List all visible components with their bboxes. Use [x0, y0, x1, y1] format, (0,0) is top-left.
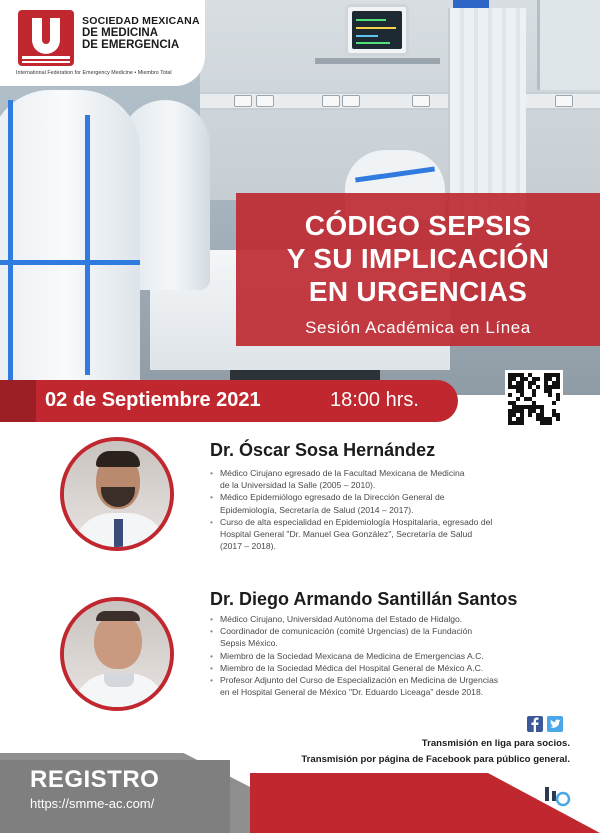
- event-time: 18:00 hrs.: [330, 389, 419, 411]
- registration-qr-code[interactable]: [505, 370, 563, 428]
- smme-logo-icon: [18, 10, 74, 66]
- speaker-2-bio-item: [208, 662, 568, 674]
- speaker-2-bio: [208, 613, 568, 698]
- speaker-2-name: Dr. Diego Armando Santillán Santos: [210, 589, 518, 609]
- title-panel: [236, 193, 600, 346]
- speaker-1-bio-item: [208, 491, 568, 515]
- qr-code-icon: [508, 373, 560, 425]
- registration-link[interactable]: https://smme-ac.com/: [30, 796, 155, 811]
- registration-label: REGISTRO: [30, 766, 160, 793]
- speaker-2-bio-item: [208, 613, 568, 625]
- ribbon-tip: [0, 380, 36, 422]
- logo-text-line1: SOCIEDAD MEXICANA: [82, 15, 200, 27]
- speaker-1-bio-item: [208, 516, 568, 553]
- transmission-members-note: Transmisión en liga para socios.: [421, 738, 570, 749]
- bio-line: (2017 – 2018).: [220, 541, 276, 552]
- bio-line: • Médico Cirujano, Universidad Autónoma del Estado de Hidalgo.: [220, 614, 463, 624]
- patient-monitor: [345, 4, 409, 56]
- twitter-icon[interactable]: [547, 716, 563, 732]
- event-subtitle: Sesión Académica en Línea: [305, 318, 531, 337]
- speaker-2-photo: [60, 597, 174, 711]
- bio-line: Hospital General "Dr. Manuel Gea González", Secretaría de Salud: [220, 529, 473, 540]
- speaker-2-bio-item: [208, 650, 568, 662]
- event-title-line1: CÓDIGO SEPSIS: [304, 210, 532, 241]
- event-title-line2: Y SU IMPLICACIÓN: [286, 243, 550, 274]
- bio-line: • Coordinador de comunicación (comité Urgencias) de la Fundación: [220, 626, 473, 637]
- bio-line: • Miembro de la Sociedad Mexicana de Medicina de Emergencias A.C.: [220, 650, 484, 661]
- logo-tagline: International Federation for Emergency Medicine • Miembro Total: [16, 70, 172, 76]
- speaker-1-name: Dr. Óscar Sosa Hernández: [210, 440, 436, 460]
- speaker-1-bio: [208, 467, 568, 552]
- bio-line: en el Hospital General de México "Dr. Eduardo Liceaga" desde 2018.: [220, 687, 484, 698]
- event-date: 02 de Septiembre 2021: [45, 389, 261, 411]
- bio-line: • Médico Cirujano egresado de la Facultad Mexicana de Medicina: [220, 468, 465, 478]
- logo-text-line3: DE EMERGENCIA: [82, 39, 180, 51]
- bio-line: • Médico Epidemiólogo egresado de la Dirección General de: [220, 492, 445, 503]
- bio-line: • Miembro de la Sociedad Médica del Hospital General de México A.C.: [220, 662, 484, 673]
- speaker-2-bio-item: [208, 674, 568, 698]
- bio-line: Sepsis México.: [220, 638, 278, 649]
- logo-panel: [0, 0, 205, 86]
- event-title-line3: EN URGENCIAS: [308, 276, 528, 307]
- speaker-1-bio-item: [208, 467, 568, 491]
- partner-logo-icon: [543, 785, 571, 809]
- bio-line: Epidemiología, Secretaría de Salud (2014 – 2017).: [220, 504, 414, 515]
- transmission-public-note: Transmisión por página de Facebook para público general.: [301, 754, 570, 765]
- bio-line: • Curso de alta especialidad en Epidemiología Hospitalaria, egresado del: [220, 516, 493, 527]
- bio-line: • Profesor Adjunto del Curso de Especialización en Medicina de Urgencias: [220, 675, 499, 686]
- bio-line: de la Universidad la Salle (2005 – 2010).: [220, 480, 376, 491]
- speaker-2-bio-item: [208, 625, 568, 649]
- speaker-1-photo: [60, 437, 174, 551]
- facebook-icon[interactable]: [527, 716, 543, 732]
- logo-text-line2: DE MEDICINA: [82, 26, 159, 39]
